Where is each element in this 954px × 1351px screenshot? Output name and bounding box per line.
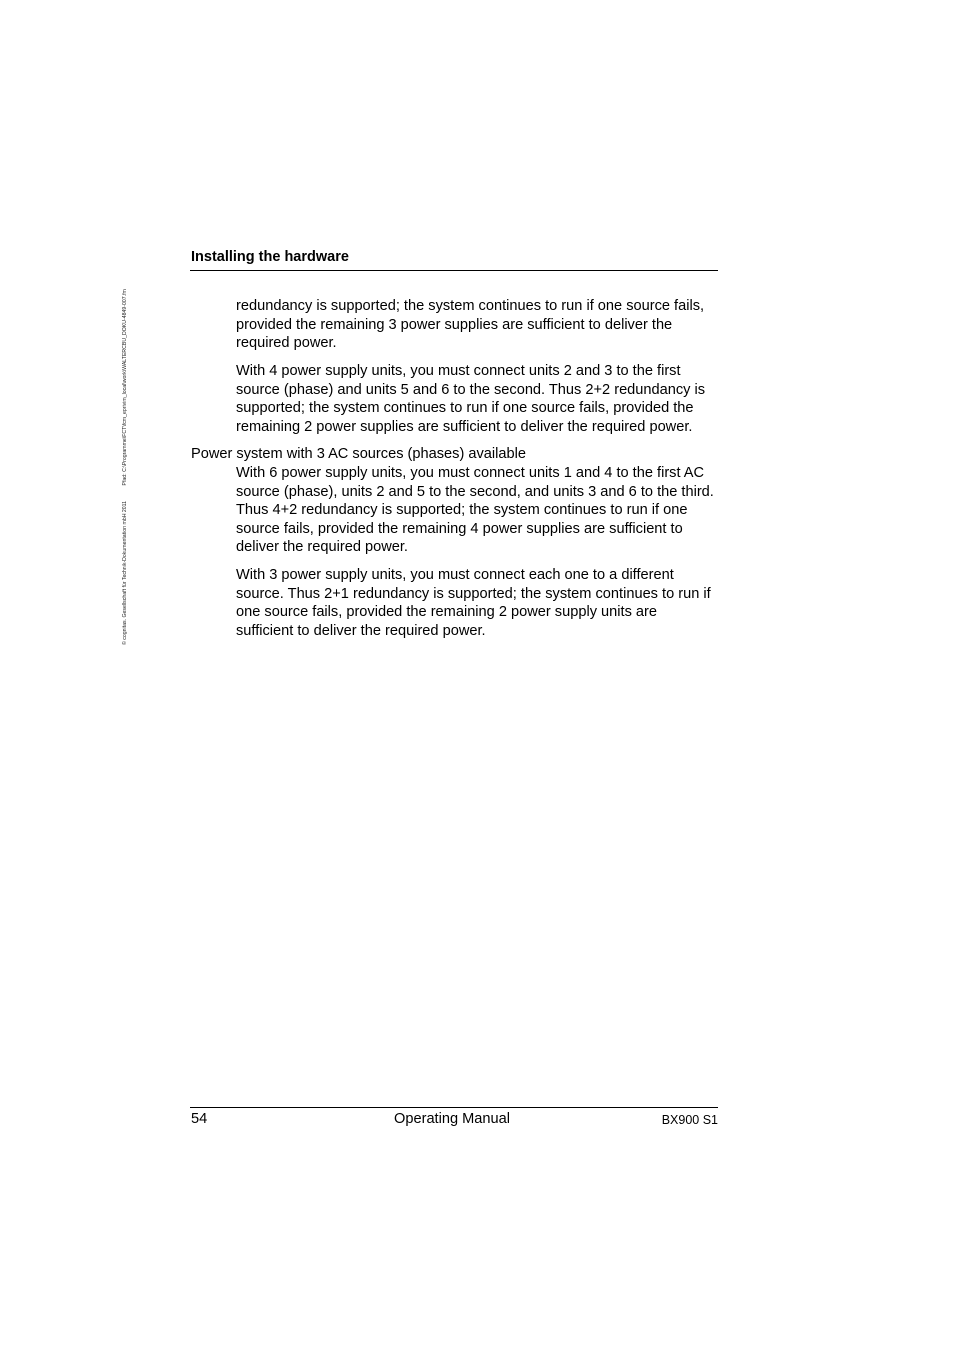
footer-divider <box>190 1107 718 1108</box>
model-name: BX900 S1 <box>661 1113 718 1127</box>
paragraph-redundancy-continued: redundancy is supported; the system continues to run if one source fails, provided the remaining 3 power supplies are sufficient to deliver the required power. <box>236 298 705 351</box>
subheading-three-ac-sources: Power system with 3 AC sources (phases) available <box>191 446 526 462</box>
section-header: Installing the hardware <box>191 249 349 265</box>
header-divider <box>190 270 718 271</box>
paragraph-six-units: With 6 power supply units, you must connect units 1 and 4 to the first AC source (phase), units 2 and 5 to the second, and units 3 and 6 to the third. Thus 4+2 redundancy is supported; the system continues to run if one source fails, provided the remaining 4 power supplies are sufficient to deliver the required power. <box>236 465 714 555</box>
paragraph-four-units: With 4 power supply units, you must connect units 2 and 3 to the first source (phase) and units 5 and 6 to the second. Thus 2+2 redundancy is supported; the system continues to run if one source fails, provided the remaining 2 power supplies are sufficient to deliver the required power. <box>236 363 706 435</box>
page-number: 54 <box>191 1111 208 1127</box>
copyright-note: © cognitas. Gesellschaft für Technik-Dokumentation mbH 2011 <box>122 500 128 645</box>
paragraph-three-units: With 3 power supply units, you must connect each one to a different source. Thus 2+1 redundancy is supported; the system continues to run if one source fails, provided the remaining 2 power supply units are sufficient to deliver the required power. <box>236 567 711 639</box>
file-path-note: Pfad: C:\Programme\FCT\fcm_eprivim_local\work\WALTERCBU_DOKU-4849-007.fm <box>122 289 128 486</box>
manual-title: Operating Manual <box>394 1111 511 1127</box>
margin-note <box>121 235 130 645</box>
